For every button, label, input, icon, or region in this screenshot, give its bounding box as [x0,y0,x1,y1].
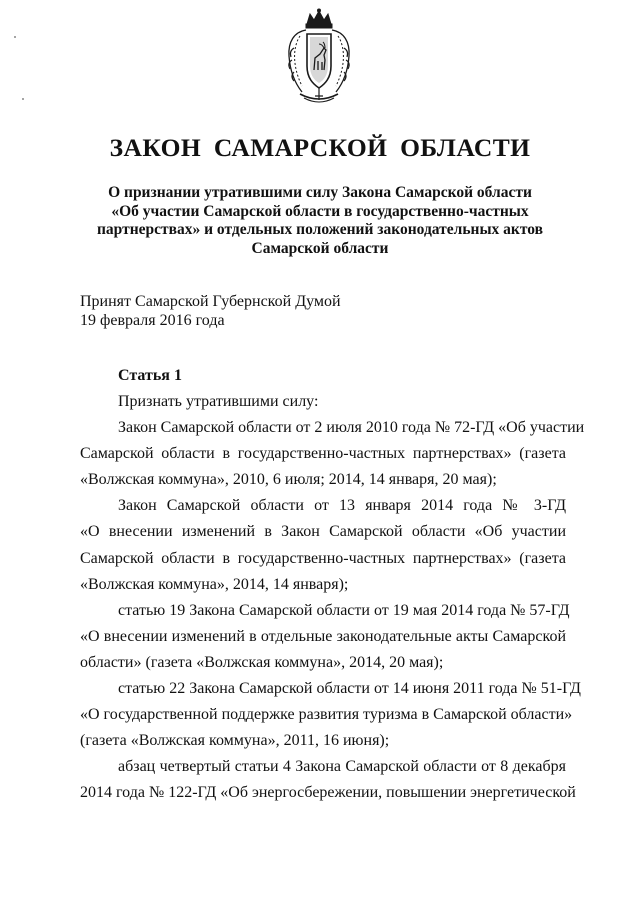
article-heading: Статья 1 [118,367,182,384]
body-line: (газета «Волжская коммуна», 2011, 16 июня); [80,732,390,750]
law-title: ЗАКОН САМАРСКОЙ ОБЛАСТИ [109,133,531,162]
subtitle-line: О признании утратившими силу Закона Самарской области [108,184,532,201]
body-line: «Волжская коммуна», 2010, 6 июля; 2014, 14 января, 20 мая); [80,471,497,489]
samara-coat-of-arms-icon [280,8,358,108]
adoption-date: 19 февраля 2016 года [80,312,225,329]
body-line: Самарской области в государственно-частных партнерствах» (газета [80,445,566,463]
subtitle-line: Самарской области [251,239,389,257]
scan-speck [14,36,16,38]
body-line: Самарской области в государственно-частных партнерствах» (газета [80,549,566,567]
body-line: 2014 года № 122-ГД «Об энергосбережении, повышении энергетической [80,784,576,802]
subtitle-line: «Об участии Самарской области в государственно-частных [111,202,529,220]
article-body [80,389,585,807]
body-line: области» (газета «Волжская коммуна», 2014, 20 мая); [80,653,444,671]
body-line: «О внесении изменений в Закон Самарской области «Об участии [80,523,566,541]
adoption-line: Принят Самарской Губернской Думой [80,293,341,310]
adoption-note [80,292,341,330]
body-line: «Волжская коммуна», 2014, 14 января); [80,575,349,593]
scan-speck [22,98,24,100]
body-line: статью 19 Закона Самарской области от 19 мая 2014 года № 57-ГД [118,601,570,619]
body-line: статью 22 Закона Самарской области от 14 июня 2011 года № 51-ГД [118,680,581,698]
subtitle-line: партнерствах» и отдельных положений законодательных актов [96,221,544,238]
body-line: Закон Самарской области от 2 июля 2010 года № 72-ГД «Об участии [118,419,585,437]
body-line: «О внесении изменений в отдельные законодательные акты Самарской [80,627,566,645]
body-line: Закон Самарской области от 13 января 2014 года № 3-ГД [118,497,566,515]
law-subtitle [60,184,580,258]
body-line: абзац четвертый статьи 4 Закона Самарской области от 8 декабря [118,758,566,776]
body-line: Признать утратившими силу: [118,393,319,410]
body-line: «О государственной поддержке развития туризма в Самарской области» [80,706,573,724]
